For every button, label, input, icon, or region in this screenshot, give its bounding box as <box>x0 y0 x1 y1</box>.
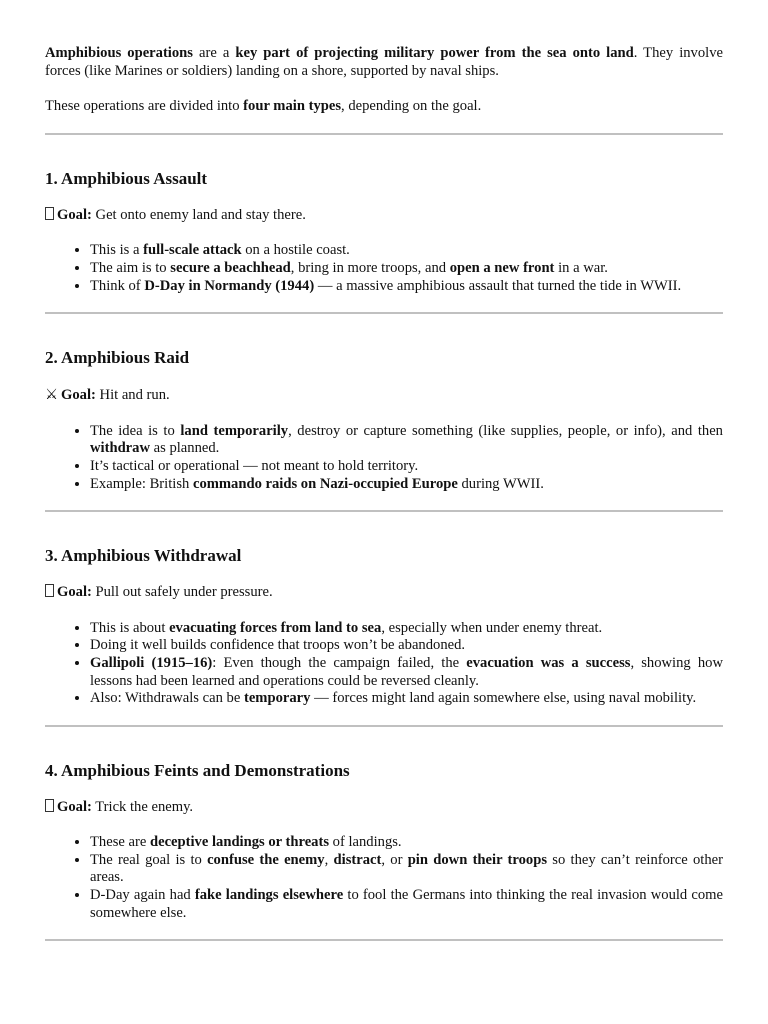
bold-text: full-scale attack <box>143 242 242 259</box>
intro-paragraph-1 <box>45 45 723 80</box>
bullet-list <box>45 423 723 493</box>
list-item <box>90 423 723 458</box>
bold-text: Gallipoli (1915–16) <box>90 654 213 671</box>
sections-container <box>45 169 723 941</box>
bold-text: four main types <box>243 98 342 115</box>
intro-paragraph-2 <box>45 98 723 116</box>
section-divider <box>45 510 723 512</box>
goal-text: Trick the enemy. <box>91 798 194 815</box>
text-run: , especially when under enemy threat. <box>381 619 603 636</box>
text-run: These operations are divided into <box>45 98 244 115</box>
text-run: The real goal is to <box>90 851 208 868</box>
text-run: , destroy or capture something (like supplies, people, or info), and then <box>288 422 723 439</box>
bold-text: open a new front <box>449 259 555 276</box>
list-item <box>90 655 723 690</box>
section-divider <box>45 133 723 135</box>
missing-glyph-box-icon <box>45 207 54 220</box>
text-run: , showing how lessons had been learned and operations could be reversed cleanly. <box>90 654 724 689</box>
goal-text: Get onto enemy land and stay there. <box>91 206 306 223</box>
section-divider <box>45 725 723 727</box>
bold-text: distract <box>333 851 382 868</box>
text-run: Doing it well builds confidence that troops won’t be abandoned. <box>90 637 466 654</box>
bold-text: secure a beachhead <box>170 259 291 276</box>
bold-text: land temporarily <box>180 422 289 439</box>
bold-text: Amphibious operations <box>45 45 193 61</box>
text-run: to fool the Germans into thinking the real invasion would come somewhere else. <box>90 887 723 921</box>
list-item <box>90 278 723 296</box>
text-run: , depending on the goal. <box>341 98 482 115</box>
section-divider <box>45 312 723 314</box>
list-item <box>90 260 723 278</box>
goal-label: Goal: <box>57 206 92 223</box>
bold-text: key part of projecting military power from the sea onto land <box>235 45 634 61</box>
text-run: in a war. <box>554 259 608 276</box>
goal-line <box>45 799 723 817</box>
text-run: Example: British <box>90 475 193 492</box>
goal-line <box>45 386 723 405</box>
text-run: This is a <box>90 242 144 259</box>
section-heading: 2. Amphibious Raid <box>45 348 190 368</box>
goal-text: Hit and run. <box>95 387 170 404</box>
list-item <box>90 834 723 852</box>
section-heading: 1. Amphibious Assault <box>45 168 208 188</box>
text-run: so they can’t reinforce other areas. <box>90 851 723 886</box>
crossed-swords-icon: ⚔ <box>45 386 59 404</box>
bold-text: deceptive landings or threats <box>149 834 330 851</box>
text-run: These are <box>90 834 150 851</box>
text-run: This is about <box>90 619 170 636</box>
goal-label: Goal: <box>61 387 96 404</box>
missing-glyph-box-icon <box>45 584 54 597</box>
bullet-list <box>45 834 723 922</box>
text-run: during WWII. <box>457 475 544 492</box>
text-run: are a <box>192 45 236 61</box>
text-run: : Even though the campaign failed, the <box>212 654 467 671</box>
bullet-list <box>45 620 723 708</box>
text-run: . They involve forces (like Marines or soldiers) landing on a shore, supported by naval ships. <box>45 45 723 79</box>
text-run: The idea is to <box>90 422 181 439</box>
text-run: The aim is to <box>90 259 171 276</box>
goal-line <box>45 584 723 602</box>
goal-label: Goal: <box>57 798 92 815</box>
list-item <box>90 458 723 476</box>
goal-text: Pull out safely under pressure. <box>91 584 273 601</box>
bold-text: evacuating forces from land to sea <box>169 619 382 636</box>
bold-text: fake landings elsewhere <box>194 887 344 904</box>
text-run: , bring in more troops, and <box>290 259 450 276</box>
bullet-list <box>45 242 723 295</box>
missing-glyph-box-icon <box>45 799 54 812</box>
text-run: as planned. <box>150 440 220 457</box>
list-item <box>90 476 723 494</box>
text-run: — forces might land again somewhere else, using naval mobility. <box>310 690 697 707</box>
text-run: on a hostile coast. <box>241 242 350 259</box>
list-item <box>90 242 723 260</box>
text-run: — a massive amphibious assault that turned the tide in WWII. <box>314 277 682 294</box>
list-item <box>90 887 723 922</box>
bold-text: withdraw <box>90 440 150 457</box>
text-run: Think of <box>90 277 145 294</box>
bold-text: confuse the enemy <box>207 851 325 868</box>
section-divider <box>45 939 723 941</box>
list-item <box>90 852 723 887</box>
text-run: It’s tactical or operational — not meant to hold territory. <box>90 457 419 474</box>
text-run: D-Day again had <box>90 887 195 904</box>
bold-text: temporary <box>243 690 311 707</box>
goal-label: Goal: <box>57 584 92 601</box>
section-heading: 4. Amphibious Feints and Demonstrations <box>45 760 350 780</box>
text-run: , or <box>381 851 408 868</box>
section-heading: 3. Amphibious Withdrawal <box>45 546 242 566</box>
list-item <box>90 620 723 638</box>
bold-text: D-Day in Normandy (1944) <box>144 277 315 294</box>
bold-text: pin down their troops <box>407 851 548 868</box>
list-item <box>90 690 723 708</box>
text-run: of landings. <box>329 834 402 851</box>
text-run: Also: Withdrawals can be <box>90 690 244 707</box>
bold-text: commando raids on Nazi-occupied Europe <box>192 475 458 492</box>
bold-text: evacuation was a success <box>466 654 631 671</box>
goal-line <box>45 207 723 225</box>
list-item <box>90 637 723 655</box>
text-run: , <box>324 851 334 868</box>
